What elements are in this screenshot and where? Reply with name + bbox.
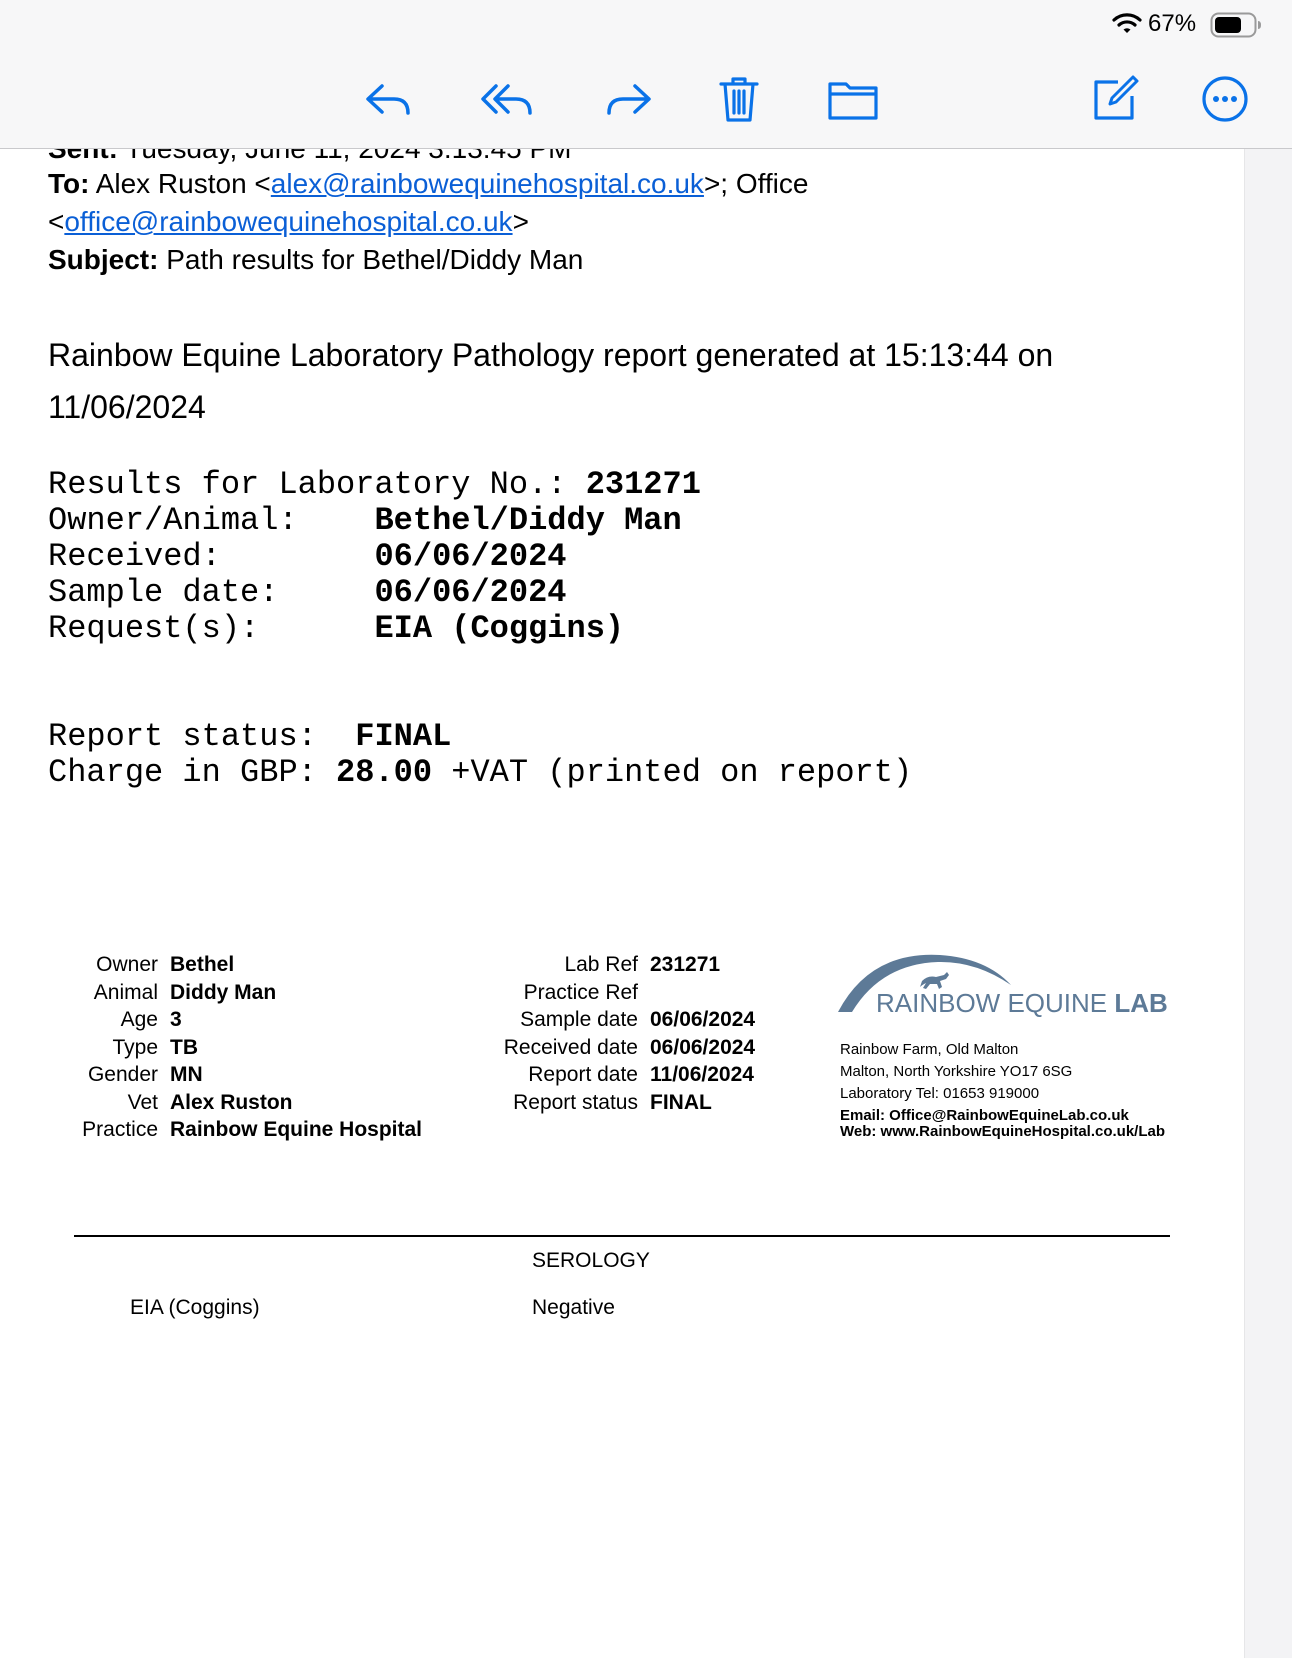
received-line bbox=[48, 539, 566, 575]
detail-row-animal bbox=[70, 979, 422, 1007]
subject-label: Subject: bbox=[48, 244, 159, 275]
age-value: 3 bbox=[170, 1008, 182, 1031]
forward-icon bbox=[601, 72, 655, 126]
received-date-key: Received date bbox=[503, 1035, 638, 1059]
animal-key: Animal bbox=[93, 980, 158, 1004]
more-icon bbox=[1198, 72, 1252, 126]
more-button[interactable] bbox=[1198, 72, 1252, 126]
report-date-key: Report date bbox=[528, 1063, 638, 1086]
reply-button[interactable] bbox=[362, 72, 416, 126]
report-status-key: Report status bbox=[513, 1090, 638, 1114]
sample-date-value: 06/06/2024 bbox=[374, 574, 567, 611]
to-name: Alex Ruston < bbox=[95, 168, 271, 199]
gender-value: MN bbox=[170, 1063, 203, 1086]
lab-no-value: 231271 bbox=[585, 466, 701, 503]
age-key: Age bbox=[120, 1008, 158, 1031]
lab-no-label: Results for Laboratory No.: bbox=[48, 466, 586, 503]
ref-row-sample-date bbox=[480, 1006, 755, 1034]
owner-value: Bethel bbox=[170, 953, 235, 976]
owner-animal-value: Bethel/Diddy Man bbox=[374, 502, 682, 539]
detail-row-gender bbox=[70, 1061, 422, 1089]
wifi-icon bbox=[1112, 12, 1142, 34]
cc-line bbox=[48, 203, 529, 241]
mail-toolbar bbox=[0, 48, 1292, 149]
lab-address bbox=[840, 1039, 1165, 1140]
cc-open: < bbox=[48, 206, 65, 237]
cc-close: > bbox=[512, 206, 529, 237]
ref-row-received-date bbox=[480, 1034, 755, 1062]
to-separator: >; Office bbox=[703, 168, 809, 199]
received-date-value: 06/06/2024 bbox=[650, 1035, 756, 1059]
reply-icon bbox=[362, 72, 416, 126]
owner-animal-label: Owner/Animal: bbox=[48, 502, 375, 539]
detail-row-type bbox=[70, 1034, 422, 1062]
message-body bbox=[0, 149, 1245, 1658]
requests-value: EIA (Coggins) bbox=[374, 610, 625, 647]
to-label: To: bbox=[48, 168, 90, 199]
ref-row-practice-ref bbox=[480, 979, 755, 1007]
sample-date-line bbox=[48, 575, 566, 611]
lab-reference-details bbox=[480, 951, 755, 1116]
ref-row-lab-ref bbox=[480, 951, 755, 979]
report-status-value: FINAL bbox=[355, 718, 452, 755]
sample-date-label: Sample date: bbox=[48, 574, 375, 611]
to-line bbox=[48, 165, 808, 203]
forward-button[interactable] bbox=[601, 72, 655, 126]
received-value: 06/06/2024 bbox=[374, 538, 567, 575]
ref-row-report-status bbox=[480, 1089, 755, 1117]
charge-line bbox=[48, 755, 912, 791]
compose-button[interactable] bbox=[1088, 72, 1142, 126]
to-email-link[interactable]: alex@rainbowequinehospital.co.uk bbox=[270, 168, 704, 199]
lab-email: Email: Office@RainbowEquineLab.co.uk bbox=[840, 1107, 1129, 1124]
requests-line bbox=[48, 611, 624, 647]
lab-telephone: Laboratory Tel: 01653 919000 bbox=[840, 1085, 1040, 1102]
practice-key: Practice bbox=[82, 1118, 158, 1141]
lab-ref-key: Lab Ref bbox=[564, 953, 638, 976]
office-email-link[interactable]: office@rainbowequinehospital.co.uk bbox=[64, 206, 513, 237]
detail-row-age bbox=[70, 1006, 422, 1034]
type-key: Type bbox=[112, 1035, 158, 1059]
practice-ref-key: Practice Ref bbox=[523, 980, 638, 1004]
section-title: SEROLOGY bbox=[532, 1249, 650, 1272]
received-label: Received: bbox=[48, 538, 375, 575]
compose-icon bbox=[1088, 72, 1142, 126]
test-name: EIA (Coggins) bbox=[130, 1296, 260, 1319]
subject-line bbox=[48, 241, 583, 279]
gender-key: Gender bbox=[87, 1063, 158, 1086]
status-bar bbox=[0, 0, 1292, 48]
lab-no-line bbox=[48, 467, 701, 503]
battery-icon bbox=[1210, 12, 1262, 38]
detail-row-practice bbox=[70, 1116, 422, 1144]
owner-key: Owner bbox=[96, 953, 158, 976]
logo-text: RAINBOW EQUINE LAB bbox=[876, 988, 1168, 1018]
test-result: Negative bbox=[532, 1296, 615, 1319]
report-sample-date-value: 06/06/2024 bbox=[650, 1008, 756, 1031]
practice-value: Rainbow Equine Hospital bbox=[170, 1118, 423, 1141]
lab-ref-value: 231271 bbox=[650, 953, 721, 976]
trash-button[interactable] bbox=[712, 72, 766, 126]
report-sample-date-key: Sample date bbox=[520, 1008, 638, 1031]
address-line-2: Malton, North Yorkshire YO17 6SG bbox=[840, 1063, 1073, 1080]
section-divider bbox=[74, 1235, 1170, 1237]
vet-value: Alex Ruston bbox=[170, 1090, 293, 1114]
animal-details bbox=[70, 951, 422, 1144]
reply-all-icon bbox=[480, 72, 534, 126]
trash-icon bbox=[712, 72, 766, 126]
owner-animal-line bbox=[48, 503, 682, 539]
report-status-value-2: FINAL bbox=[650, 1090, 712, 1114]
report-intro: Rainbow Equine Laboratory Pathology report generated at 15:13:44 on 11/06/2024 bbox=[48, 337, 1054, 425]
animal-value: Diddy Man bbox=[170, 980, 277, 1004]
reply-all-button[interactable] bbox=[480, 72, 534, 126]
subject-value: Path results for Bethel/Diddy Man bbox=[166, 244, 584, 275]
detail-row-owner bbox=[70, 951, 422, 979]
charge-label: Charge in GBP: bbox=[48, 754, 337, 791]
horse-logo bbox=[836, 949, 1168, 1019]
vet-key: Vet bbox=[127, 1090, 158, 1114]
lab-website: Web: www.RainbowEquineHospital.co.uk/Lab bbox=[840, 1123, 1166, 1140]
report-date-value: 11/06/2024 bbox=[650, 1063, 754, 1086]
report-status-label: Report status: bbox=[48, 718, 356, 755]
move-to-folder-button[interactable] bbox=[826, 72, 880, 126]
detail-row-vet bbox=[70, 1089, 422, 1117]
folder-icon bbox=[826, 72, 880, 126]
requests-label: Request(s): bbox=[48, 610, 375, 647]
ref-row-report-date bbox=[480, 1061, 755, 1089]
charge-value: 28.00 bbox=[336, 754, 433, 791]
battery-percentage: 67% bbox=[1148, 10, 1197, 37]
address-line-1: Rainbow Farm, Old Malton bbox=[840, 1041, 1019, 1058]
charge-note: +VAT (printed on report) bbox=[432, 754, 913, 791]
type-value: TB bbox=[170, 1035, 198, 1059]
rainbow-equine-lab-logo bbox=[836, 949, 1168, 1024]
report-status-line bbox=[48, 719, 451, 755]
